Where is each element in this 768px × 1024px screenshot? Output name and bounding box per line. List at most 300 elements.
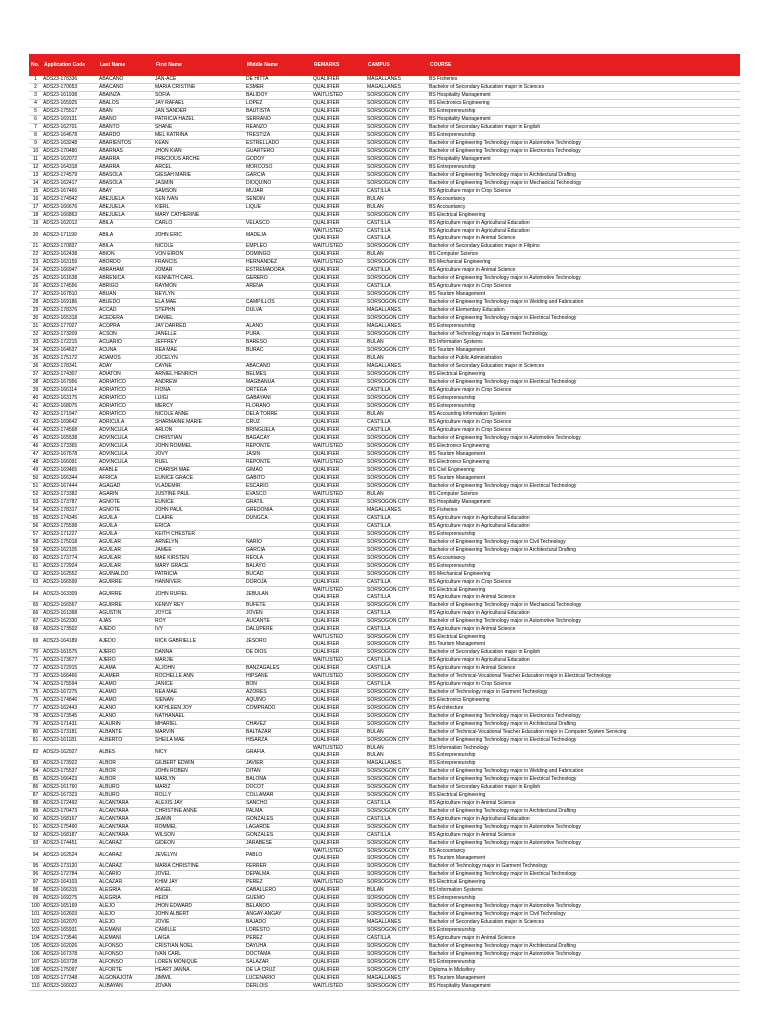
cell-first-name: IVAN CARL [154,951,245,959]
cell-last-name: ABUEDO [98,299,154,307]
cell-campus: SORSOGON CITY [366,571,428,579]
cell-application-code: ADS23-169275 [42,895,98,903]
cell-first-name: NATHANAEL [154,713,245,721]
cell-line: BS Information Technology [429,745,489,751]
cell-row-number: 59 [29,547,42,555]
cell-application-code: ADS23-166344 [42,475,98,483]
cell-campus: SORSOGON CITY [366,172,428,180]
cell-last-name: ALBOR [98,760,154,768]
cell-last-name: ABAÑO [98,116,154,124]
cell-campus: BULAN [366,204,428,212]
cell-application-code: ADS23-163309 [42,587,98,602]
cell-first-name: KENNY REY [154,602,245,610]
cell-remarks: QUALIFIER [312,903,366,911]
cell-course: BS Tourism Management [428,451,740,459]
cell-course: Bachelor of Engineering Technology major in Electrical Technology [428,737,740,745]
cell-course: BS Computer Science [428,491,740,499]
cell-middle-name: DELA TORRE [245,411,312,419]
cell-remarks: QUALIFIER [312,523,366,531]
cell-application-code: ADS23-173502 [42,626,98,634]
cell-last-name: ADRIATICO [98,403,154,411]
cell-first-name: MARVIN [154,729,245,737]
cell-last-name: ALFONSO [98,943,154,951]
table-row [29,76,740,84]
table-row [29,84,740,92]
cell-remarks: QUALIFIER [312,539,366,547]
table-row [29,871,740,879]
cell-middle-name: ORTEGA [245,387,312,395]
cell-campus: SORSOGON CITY [366,721,428,729]
cell-first-name: JOHN ROMMEL [154,443,245,451]
cell-first-name: NICY [154,745,245,760]
cell-middle-name: BUCAD [245,571,312,579]
cell-last-name: ALAURIN [98,721,154,729]
cell-last-name: ALEJO [98,919,154,927]
cell-remarks: WAITLISTED [312,459,366,467]
cell-first-name: REA MAE [154,689,245,697]
cell-first-name: CRISTIAN NOEL [154,943,245,951]
table-row [29,792,740,800]
cell-remarks: QUALIFIER [312,188,366,196]
cell-first-name: MERCY [154,403,245,411]
table-row [29,967,740,975]
cell-first-name: MARY CATHERINE [154,212,245,220]
cell-application-code: ADS23-177348 [42,975,98,983]
cell-campus: MAGALLANES [366,975,428,983]
cell-last-name: ALBANTE [98,729,154,737]
cell-campus: SORSOGON CITY [366,959,428,967]
cell-course: BS Electronics Engineering [428,443,740,451]
cell-application-code: ADS23-171227 [42,531,98,539]
table-row [29,164,740,172]
cell-first-name: JHON KIAN [154,148,245,156]
cell-campus: CASTILLA [366,610,428,618]
cell-row-number: 3 [29,92,42,100]
cell-row-number: 103 [29,927,42,935]
cell-application-code: ADS23-166599 [42,579,98,587]
table-row [29,681,740,689]
cell-middle-name: DERLOIS [245,983,312,991]
cell-last-name: ABRAHAM [98,267,154,275]
cell-course: Bachelor of Engineering Technology major in Automotive Technology [428,903,740,911]
cell-campus: SORSOGON CITY [366,467,428,475]
cell-first-name: NICOLE ANNE [154,411,245,419]
cell-application-code: ADS23-170473 [42,808,98,816]
cell-first-name: SOFIA [154,92,245,100]
cell-middle-name: GONZALES [245,816,312,824]
cell-row-number: 40 [29,395,42,403]
cell-remarks: WAITLISTED [312,879,366,887]
cell-course: BS Agriculture major in Agricultural Education [428,220,740,228]
cell-first-name: FRANCIS [154,259,245,267]
cell-application-code: ADS23-172924 [42,563,98,571]
cell-first-name: JAY RAFAEL [154,100,245,108]
cell-first-name: ANGEL [154,887,245,895]
cell-application-code: ADS23-163175 [42,395,98,403]
table-row [29,713,740,721]
cell-row-number: 20 [29,228,42,243]
table-row [29,467,740,475]
cell-last-name: ABAY [98,188,154,196]
cell-application-code: ADS23-162927 [42,745,98,760]
table-row [29,911,740,919]
cell-course: BS Accounting Information System [428,411,740,419]
cell-application-code: ADS23-162026 [42,943,98,951]
cell-application-code: ADS23-165925 [42,100,98,108]
cell-middle-name: GONZALES [245,832,312,840]
cell-application-code: ADS23-174579 [42,172,98,180]
cell-middle-name: CRUZ [245,419,312,427]
cell-application-code: ADS23-173546 [42,935,98,943]
cell-first-name: MHARIEL [154,721,245,729]
cell-row-number: 18 [29,212,42,220]
cell-application-code: ADS23-173677 [42,657,98,665]
cell-middle-name: BALTAZAR [245,729,312,737]
cell-remarks: QUALIFIER [312,943,366,951]
cell-first-name: KEN IVAN [154,196,245,204]
cell-middle-name: BAJADO [245,919,312,927]
cell-first-name: LUIGI [154,395,245,403]
cell-last-name: ALFORTE [98,967,154,975]
cell-campus: SORSOGON CITY [366,132,428,140]
cell-course: BS Accountancy [428,204,740,212]
cell-row-number: 107 [29,959,42,967]
cell-course: BS Agriculture major in Animal Science [428,800,740,808]
cell-first-name: JOVAN [154,983,245,991]
cell-course: BS Accountancy [428,555,740,563]
cell-last-name: ALCARAZ [98,848,154,863]
col-header-course: COURSE [428,54,740,76]
cell-application-code: ADS23-165318 [42,315,98,323]
cell-last-name: ABARNAS [98,148,154,156]
cell-course: BS Mechanical Engineering [428,571,740,579]
cell-application-code: ADS23-172215 [42,339,98,347]
cell-remarks: QUALIFIER [312,403,366,411]
cell-application-code: ADS23-164637 [42,347,98,355]
cell-row-number: 11 [29,156,42,164]
cell-row-number: 98 [29,887,42,895]
cell-first-name: SHANE [154,124,245,132]
cell-last-name: ABUAN [98,291,154,299]
cell-middle-name: BELMES [245,371,312,379]
cell-row-number: 61 [29,563,42,571]
cell-remarks: QUALIFIER [312,618,366,626]
cell-last-name: ABALOS [98,100,154,108]
cell-course: Bachelor of Engineering Technology major in Electrical Technology [428,315,740,323]
cell-campus: SORSOGON CITY [366,602,428,610]
cell-remarks: QUALIFIER [312,689,366,697]
table-row [29,507,740,515]
table-row [29,848,740,863]
cell-course: BS Electronics Engineering [428,697,740,705]
table-row [29,547,740,555]
cell-application-code: ADS23-169131 [42,116,98,124]
cell-campus: SORSOGON CITY [366,108,428,116]
cell-application-code: ADS23-162701 [42,124,98,132]
cell-course: Bachelor of Engineering Technology major in Electrical Technology [428,776,740,784]
cell-campus: CASTILLA [366,626,428,634]
cell-remarks: QUALIFIER [312,515,366,523]
cell-remarks: QUALIFIER [312,475,366,483]
cell-campus: SORSOGON CITY [366,451,428,459]
cell-row-number: 8 [29,132,42,140]
cell-last-name: ACEDERA [98,315,154,323]
table-row [29,959,740,967]
cell-remarks: QUALIFIER [312,571,366,579]
cell-course: BS Fisheries [428,76,740,84]
cell-row-number: 94 [29,848,42,863]
cell-remarks: QUALIFIER [312,395,366,403]
cell-first-name: ELA MAE [154,299,245,307]
cell-course: BS Information Systems [428,339,740,347]
cell-application-code: ADS23-167275 [42,689,98,697]
cell-row-number: 88 [29,800,42,808]
cell-middle-name: GERERO [245,275,312,283]
cell-row-number: 90 [29,816,42,824]
cell-middle-name: BUFETE [245,602,312,610]
cell-remarks: QUALIFIER [312,427,366,435]
cell-last-name: ABARDO [98,132,154,140]
cell-last-name: ABANTO [98,124,154,132]
cell-middle-name [245,657,312,665]
cell-line: BS Tourism Management [429,641,486,647]
cell-campus: SORSOGON CITY [366,983,428,991]
cell-campus: SORSOGON CITY [366,275,428,283]
cell-remarks: QUALIFIER [312,563,366,571]
cell-row-number: 106 [29,951,42,959]
cell-row-number: 2 [29,84,42,92]
table-row [29,395,740,403]
table-row [29,411,740,419]
cell-campus: BULAN [366,491,428,499]
cell-course: BS Fisheries [428,507,740,515]
cell-campus: BULAN [366,339,428,347]
table-row [29,721,740,729]
cell-course: BS Entrepreneurship [428,760,740,768]
cell-row-number: 25 [29,275,42,283]
cell-remarks [312,634,366,649]
cell-remarks: QUALIFIER [312,927,366,935]
table-row [29,204,740,212]
cell-campus: BULAN [366,887,428,895]
cell-row-number: 1 [29,76,42,84]
cell-course: BS Entrepreneurship [428,395,740,403]
header-row [29,54,740,76]
cell-middle-name: LORESTO [245,927,312,935]
cell-campus: SORSOGON CITY [366,840,428,848]
cell-application-code: ADS23-166567 [42,602,98,610]
cell-row-number: 49 [29,467,42,475]
cell-course: BS Tourism Management [428,475,740,483]
cell-first-name: JAY DARRED [154,323,245,331]
table-row [29,539,740,547]
cell-course: Bachelor of Engineering Technology major in Architectural Drafting [428,943,740,951]
cell-course: Bachelor of Engineering Technology major in Automotive Technology [428,840,740,848]
cell-campus: CASTILLA [366,800,428,808]
cell-application-code: ADS23-175517 [42,108,98,116]
cell-middle-name: REOLA [245,555,312,563]
cell-row-number: 35 [29,355,42,363]
cell-first-name: JOHN ROBEN [154,768,245,776]
cell-row-number: 12 [29,164,42,172]
cell-last-name: AGUINALDO [98,571,154,579]
cell-last-name: AGAGAD [98,483,154,491]
table-row [29,140,740,148]
cell-middle-name: BALIDOY [245,92,312,100]
cell-application-code: ADS23-171431 [42,721,98,729]
cell-middle-name: GABAYANI [245,395,312,403]
cell-course [428,587,740,602]
table-row [29,879,740,887]
cell-first-name: KHIM JAY [154,879,245,887]
cell-line: CASTILLA [367,228,391,234]
cell-last-name: AJERO [98,649,154,657]
table-row [29,355,740,363]
cell-course: Bachelor of Secondary Education major in English [428,784,740,792]
cell-middle-name: EMPLEO [245,243,312,251]
cell-remarks: QUALIFIER [312,935,366,943]
cell-last-name: ABRENICA [98,275,154,283]
cell-campus: SORSOGON CITY [366,443,428,451]
cell-first-name: SIENAN [154,697,245,705]
table-row [29,92,740,100]
cell-first-name: JEVELYN [154,848,245,863]
cell-application-code: ADS23-167444 [42,483,98,491]
cell-remarks: QUALIFIER [312,808,366,816]
cell-application-code: ADS23-161938 [42,92,98,100]
table-row [29,665,740,673]
cell-first-name: JANELLE [154,331,245,339]
table-row [29,451,740,459]
cell-middle-name: BALONA [245,776,312,784]
table-row [29,347,740,355]
cell-campus: CASTILLA [366,523,428,531]
cell-middle-name: HERNANDEZ [245,259,312,267]
cell-remarks: QUALIFIER [312,768,366,776]
table-row [29,618,740,626]
cell-middle-name [245,531,312,539]
cell-remarks: QUALIFIER [312,737,366,745]
cell-row-number: 78 [29,713,42,721]
table-row [29,919,740,927]
cell-application-code: ADS23-169642 [42,419,98,427]
cell-course: Bachelor of Technology major in Garment Technology [428,863,740,871]
table-row [29,768,740,776]
cell-last-name: AGUIRRE [98,579,154,587]
cell-first-name: JOVEL [154,871,245,879]
cell-middle-name: SERRANO [245,116,312,124]
cell-first-name: ROCHELLE ANN [154,673,245,681]
cell-remarks: QUALIFIER [312,339,366,347]
cell-course: BS Electrical Engineering [428,212,740,220]
cell-course: Bachelor of Secondary Education major in Sciences [428,84,740,92]
cell-line: WAITLISTED [313,228,343,234]
cell-application-code: ADS23-170653 [42,84,98,92]
cell-last-name: ALCANTARA [98,808,154,816]
cell-middle-name: DE HITTA [245,76,312,84]
cell-first-name: NICOLE [154,243,245,251]
cell-course: BS Computer Science [428,251,740,259]
cell-campus [366,587,428,602]
cell-application-code: ADS23-161575 [42,649,98,657]
cell-last-name: ADRIATICO [98,379,154,387]
cell-middle-name: AQUINO [245,697,312,705]
cell-row-number: 102 [29,919,42,927]
cell-row-number: 43 [29,419,42,427]
cell-row-number: 30 [29,315,42,323]
cell-first-name: CAYNE [154,363,245,371]
cell-first-name: JOVY [154,451,245,459]
cell-campus: SORSOGON CITY [366,649,428,657]
cell-row-number: 48 [29,459,42,467]
cell-middle-name: LIQUE [245,204,312,212]
cell-course: BS Hospitality Management [428,92,740,100]
col-header-middle-name: Middle Name [245,54,312,76]
cell-campus: SORSOGON CITY [366,499,428,507]
cell-last-name: ALCARIO [98,871,154,879]
cell-first-name: PATRICIA HAZEL [154,116,245,124]
cell-application-code: ADS23-162417 [42,180,98,188]
table-row [29,705,740,713]
cell-campus: SORSOGON CITY [366,92,428,100]
cell-application-code: ADS23-178341 [42,363,98,371]
table-row [29,808,740,816]
cell-row-number: 91 [29,824,42,832]
cell-course: BS Agriculture major in Agricultural Education [428,610,740,618]
cell-last-name: ABARRA [98,164,154,172]
cell-row-number: 14 [29,180,42,188]
table-row [29,515,740,523]
cell-first-name: JAN-ACE [154,76,245,84]
cell-remarks: QUALIFIER [312,895,366,903]
cell-last-name: ALCARAZ [98,840,154,848]
cell-course: Bachelor of Engineering Technology major in Electronics Technology [428,148,740,156]
cell-last-name: AJEDO [98,626,154,634]
cell-course: BS Agriculture major in Animal Science [428,626,740,634]
cell-campus: SORSOGON CITY [366,140,428,148]
cell-course: BS Electrical Engineering [428,879,740,887]
cell-row-number: 100 [29,903,42,911]
cell-campus: CASTILLA [366,657,428,665]
cell-remarks: QUALIFIER [312,148,366,156]
cell-last-name: ALEMANI [98,935,154,943]
cell-last-name: AGUIRRE [98,587,154,602]
cell-line: BS Tourism Management [429,855,486,861]
cell-course: BS Electronics Engineering [428,100,740,108]
table-row [29,816,740,824]
table-row [29,832,740,840]
cell-application-code: ADS23-167466 [42,188,98,196]
col-header-remarks: REMARKS [312,54,366,76]
cell-campus: SORSOGON CITY [366,291,428,299]
cell-application-code: ADS23-168187 [42,832,98,840]
cell-first-name: JAN SANDER [154,108,245,116]
cell-middle-name: DUNGCA [245,515,312,523]
cell-middle-name [245,315,312,323]
cell-row-number: 13 [29,172,42,180]
cell-middle-name: GARCIA [245,547,312,555]
cell-remarks: QUALIFIER [312,816,366,824]
cell-application-code: ADS23-161638 [42,275,98,283]
cell-course: BS Hospitality Management [428,156,740,164]
table-row [29,243,740,251]
cell-row-number: 22 [29,251,42,259]
cell-course: BS Agriculture major in Crop Science [428,579,740,587]
cell-campus [366,634,428,649]
cell-campus: SORSOGON CITY [366,331,428,339]
cell-middle-name: JASIN [245,451,312,459]
cell-last-name: ALAMO [98,697,154,705]
